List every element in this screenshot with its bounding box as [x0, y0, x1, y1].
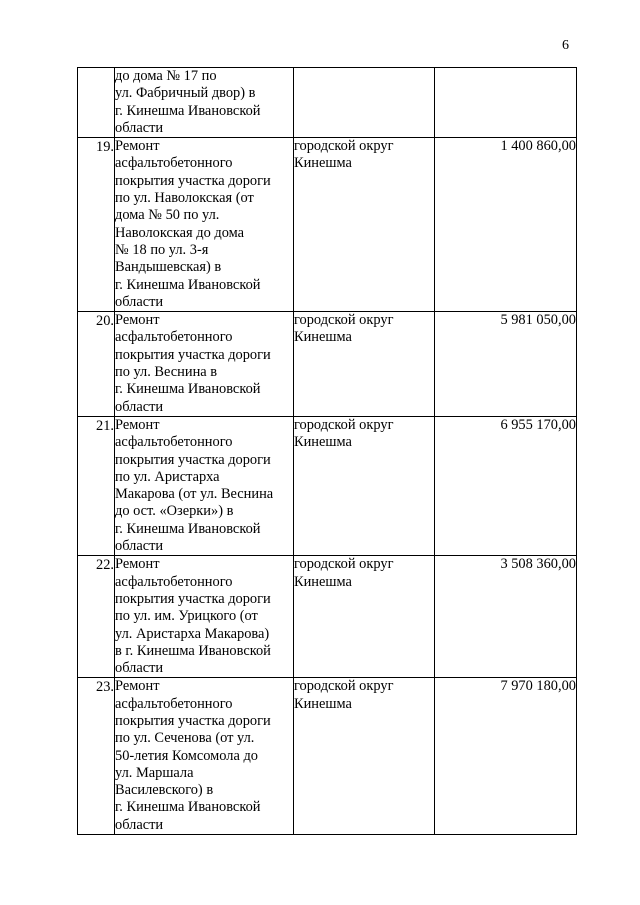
object-name-line: Ремонт: [115, 416, 160, 433]
amount-value: 7 970 180,00: [500, 678, 576, 695]
object-name-line: покрытия участка дороги: [115, 451, 271, 468]
municipality-cell: [294, 68, 435, 138]
municipality-line: Кинешма: [294, 155, 352, 172]
table-row: [78, 556, 577, 678]
object-name-line: 50-летия Комсомола до: [115, 747, 258, 764]
object-name-line: области: [115, 398, 164, 415]
amount-cell: [435, 416, 577, 555]
object-name-line: асфальтобетонного: [115, 695, 233, 712]
object-name-cell: [115, 68, 294, 138]
object-name-line: асфальтобетонного: [115, 155, 233, 172]
object-name-line: покрытия участка дороги: [115, 590, 271, 607]
object-name-line: покрытия участка дороги: [115, 346, 271, 363]
amount-value: 3 508 360,00: [500, 556, 576, 573]
object-name-line: области: [115, 119, 164, 136]
object-name-line: асфальтобетонного: [115, 573, 233, 590]
municipality-cell: [294, 416, 435, 555]
row-number-cell: [78, 312, 115, 417]
row-number: 20.: [96, 313, 114, 330]
object-name-line: г. Кинешма Ивановской: [115, 799, 261, 816]
object-name-line: по ул. Наволокская (от: [115, 190, 254, 207]
table-row: [78, 678, 577, 835]
road-repair-table: [77, 67, 577, 835]
row-number: 21.: [96, 417, 114, 434]
object-name-line: покрытия участка дороги: [115, 172, 271, 189]
object-name-line: Ремонт: [115, 312, 160, 329]
object-name-line: в г. Кинешма Ивановской: [115, 642, 271, 659]
municipality-line: городской округ: [294, 312, 394, 329]
object-name-cell: [115, 556, 294, 678]
object-name-line: г. Кинешма Ивановской: [115, 381, 261, 398]
object-name-line: ул. Фабричный двор) в: [115, 85, 256, 102]
municipality-line: Кинешма: [294, 434, 352, 451]
object-name-line: дома № 50 по ул.: [115, 207, 220, 224]
municipality-line: городской округ: [294, 416, 394, 433]
object-name-line: по ул. им. Урицкого (от: [115, 608, 258, 625]
municipality-line: Кинешма: [294, 695, 352, 712]
object-name-line: области: [115, 660, 164, 677]
row-number-cell: [78, 138, 115, 312]
row-number: 19.: [96, 139, 114, 156]
amount-cell: [435, 68, 577, 138]
amount-value: 1 400 860,00: [500, 138, 576, 155]
municipality-cell: [294, 138, 435, 312]
object-name-line: Ремонт: [115, 556, 160, 573]
object-name-line: ул. Аристарха Макарова): [115, 625, 270, 642]
object-name-line: асфальтобетонного: [115, 434, 233, 451]
amount-value: 5 981 050,00: [500, 312, 576, 329]
table-row: [78, 416, 577, 555]
row-number: 23.: [96, 679, 114, 696]
amount-cell: [435, 556, 577, 678]
object-name-cell: [115, 678, 294, 835]
municipality-line: городской округ: [294, 556, 394, 573]
table-row: [78, 138, 577, 312]
object-name-line: до ост. «Озерки») в: [115, 503, 234, 520]
object-name-line: по ул. Аристарха: [115, 468, 220, 485]
object-name-line: Макарова (от ул. Веснина: [115, 486, 274, 503]
object-name-line: покрытия участка дороги: [115, 712, 271, 729]
municipality-cell: [294, 312, 435, 417]
municipality-line: городской округ: [294, 678, 394, 695]
object-name-line: г. Кинешма Ивановской: [115, 102, 261, 119]
municipality-line: Кинешма: [294, 329, 352, 346]
object-name-line: ул. Маршала: [115, 764, 194, 781]
object-name-line: Ремонт: [115, 678, 160, 695]
object-name-line: Вандышевская) в: [115, 259, 222, 276]
row-number-cell: [78, 678, 115, 835]
object-name-line: г. Кинешма Ивановской: [115, 276, 261, 293]
amount-cell: [435, 678, 577, 835]
object-name-line: области: [115, 538, 164, 555]
amount-value: 6 955 170,00: [500, 416, 576, 433]
municipality-line: городской округ: [294, 138, 394, 155]
row-number-cell: [78, 556, 115, 678]
object-name-cell: [115, 312, 294, 417]
amount-cell: [435, 138, 577, 312]
object-name-line: по ул. Сеченова (от ул.: [115, 730, 255, 747]
object-name-line: асфальтобетонного: [115, 329, 233, 346]
table-row: [78, 312, 577, 417]
municipality-cell: [294, 556, 435, 678]
table-body: [78, 68, 577, 835]
row-number: [78, 68, 114, 69]
object-name-line: области: [115, 293, 164, 310]
object-name-line: области: [115, 816, 164, 833]
municipality-line: Кинешма: [294, 573, 352, 590]
object-name-line: Наволокская до дома: [115, 224, 245, 241]
municipality-cell: [294, 678, 435, 835]
object-name-cell: [115, 138, 294, 312]
row-number-cell: [78, 416, 115, 555]
amount-cell: [435, 312, 577, 417]
object-name-line: по ул. Веснина в: [115, 364, 218, 381]
object-name-line: г. Кинешма Ивановской: [115, 520, 261, 537]
page-number: 6: [562, 38, 569, 53]
object-name-line: Ремонт: [115, 138, 160, 155]
row-number-cell: [78, 68, 115, 138]
object-name-cell: [115, 416, 294, 555]
table-row: [78, 68, 577, 138]
object-name-line: до дома № 17 по: [115, 68, 217, 84]
row-number: 22.: [96, 557, 114, 574]
object-name-line: № 18 по ул. 3-я: [115, 241, 209, 258]
object-name-line: Василевского) в: [115, 782, 214, 799]
